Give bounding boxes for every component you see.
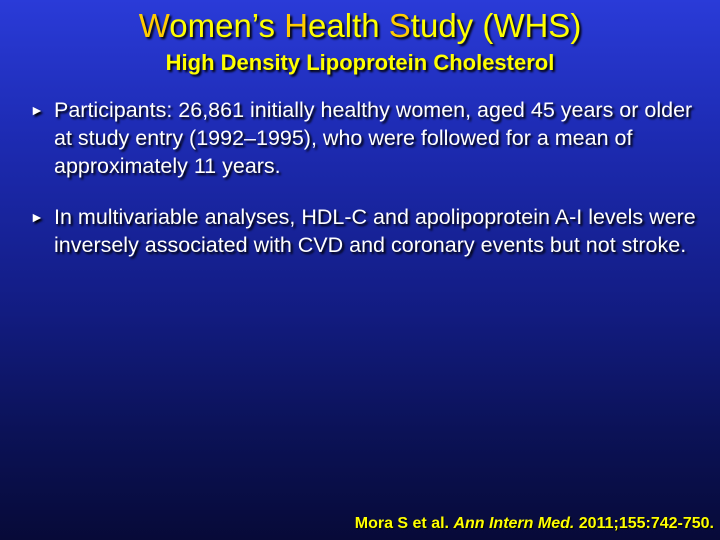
- citation: [355, 514, 714, 534]
- slide-subtitle: High Density Lipoprotein Cholesterol: [165, 50, 555, 75]
- bullet-arrow-icon: ►: [30, 102, 44, 118]
- title-initial-h: H: [284, 7, 309, 44]
- bullet-text: In multivariable analyses, HDL-C and apolipoprotein A-I levels were inversely associated with CVD and coronary events but not stroke.: [54, 205, 696, 257]
- bullet-text: Participants: 26,861 initially healthy women, aged 45 years or older at study entry (1992–1995), who were followed for a mean of approximately 11 years.: [54, 98, 693, 178]
- title-word-health: ealth: [308, 7, 389, 44]
- bullet-arrow-icon: ►: [30, 209, 44, 225]
- citation-journal: Ann Intern Med.: [453, 515, 575, 532]
- citation-details: 2011;155:742-750.: [574, 515, 714, 532]
- citation-authors: Mora S et al.: [354, 515, 454, 532]
- bullet-list: [30, 96, 700, 282]
- title-initial-s: S: [388, 7, 411, 44]
- bullet-item-analyses: [30, 203, 700, 259]
- title-word-study: tudy (WHS): [410, 7, 582, 44]
- bullet-item-participants: [30, 96, 700, 180]
- title-initial-w: W: [138, 7, 170, 44]
- slide-title: [0, 6, 720, 46]
- title-word-women: omen’s: [169, 7, 285, 44]
